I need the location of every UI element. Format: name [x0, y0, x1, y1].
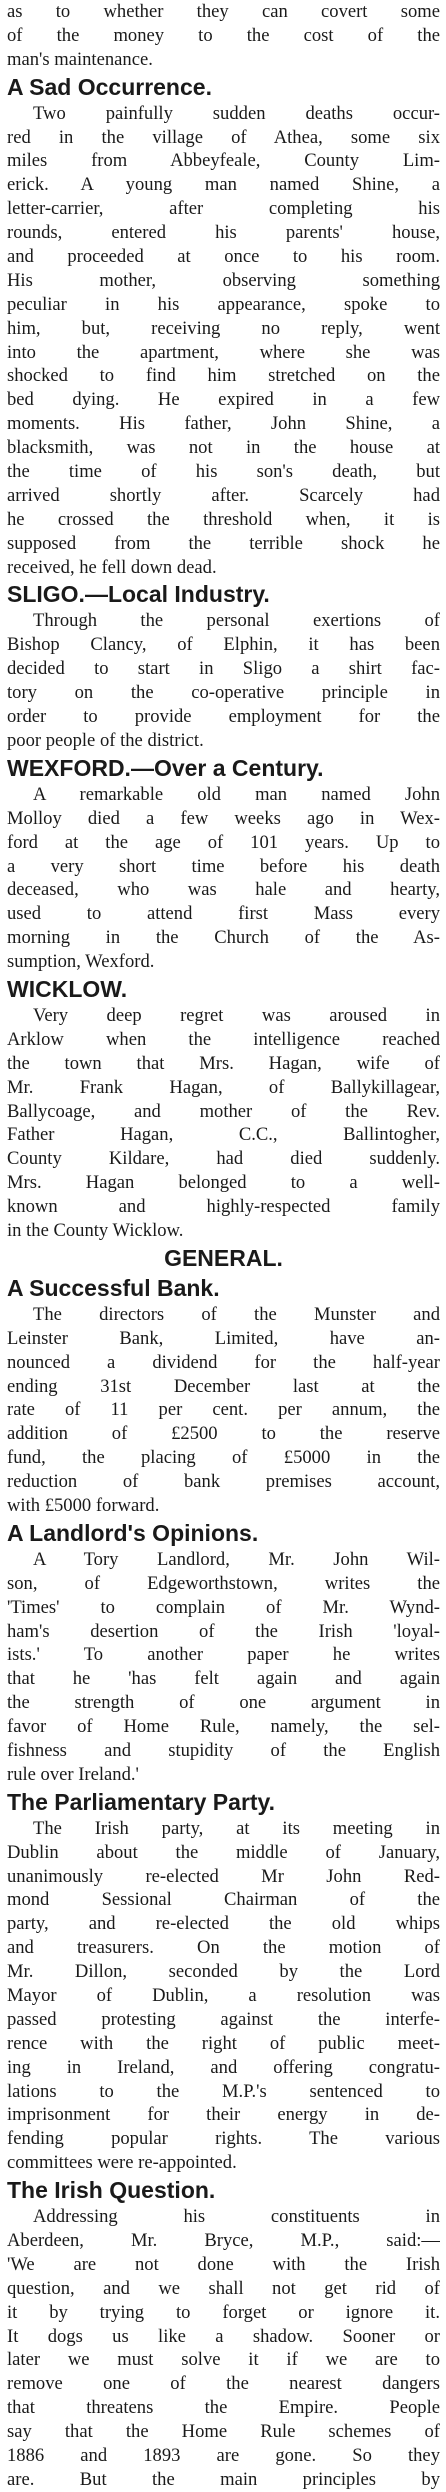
text-line: passed protesting against the interfe- — [7, 2008, 440, 2030]
text-line: Ballycoage, and mother of the Rev. — [7, 1100, 440, 1122]
text-line: supposed from the terrible shock he — [7, 532, 440, 554]
text-line: Leinster Bank, Limited, have an- — [7, 1327, 440, 1349]
text-line: committees were re-appointed. — [7, 2152, 237, 2174]
text-line: and treasurers. On the motion of — [7, 1937, 440, 1959]
text-line: ists.' To another paper he writes — [7, 1644, 440, 1666]
text-line: ing in Ireland, and offering congratu- — [7, 2056, 440, 2078]
article-heading: The Irish Question. — [7, 2177, 216, 2204]
text-line: Two painfully sudden deaths occur- — [33, 102, 440, 124]
article-paragraph — [7, 1004, 440, 1243]
text-line: it by trying to forget or ignore it. — [7, 2301, 440, 2323]
text-line: known and highly-respected family — [7, 1196, 440, 1218]
text-line: later we must solve it if we are to — [7, 2349, 440, 2371]
text-line: him, but, receiving no reply, went — [7, 317, 440, 339]
text-line: rate of 11 per cent. per annum, the — [7, 1399, 440, 1421]
article-paragraph — [7, 2205, 440, 2492]
text-line: A remarkable old man named John — [33, 783, 440, 805]
article-paragraph — [7, 102, 440, 580]
text-line: the time of his son's death, but — [7, 461, 440, 483]
text-line: Aberdeen, Mr. Bryce, M.P., said:— — [7, 2230, 440, 2252]
article-paragraph — [7, 0, 440, 72]
text-line: red in the village of Athea, some six — [7, 126, 440, 148]
text-line: party, and re-elected the old whips — [7, 1913, 440, 1935]
text-line: man's maintenance. — [7, 48, 153, 70]
text-line: and proceeded at once to his room. — [7, 246, 440, 268]
text-line: as to whether they can covert some — [7, 1, 440, 22]
text-line: in the County Wicklow. — [7, 1219, 184, 1241]
text-line: reduction of bank premises account, — [7, 1471, 440, 1493]
text-line: that he 'has felt again and again — [7, 1668, 440, 1690]
text-line: poor people of the district. — [7, 729, 204, 751]
article-paragraph — [7, 1817, 440, 2175]
text-line: arrived shortly after. Scarcely had — [7, 484, 440, 506]
article-heading: The Parliamentary Party. — [7, 1788, 276, 1815]
text-line: a very short time before his death — [7, 855, 440, 877]
text-line: fishness and stupidity of the English — [7, 1740, 440, 1761]
text-line: are. But the main principles by — [7, 2468, 440, 2490]
text-line: Through the personal exertions of — [33, 610, 440, 632]
text-line: County Kildare, had died suddenly. — [7, 1148, 440, 1170]
text-line: the strength of one argument in — [7, 1692, 440, 1714]
text-line: question, and we shall not get rid of — [7, 2277, 440, 2299]
text-line: 'Times' to complain of Mr. Wynd- — [7, 1596, 440, 1618]
text-line: Mr. Frank Hagan, of Ballykillagear, — [7, 1076, 440, 1098]
text-line: with £5000 forward. — [7, 1494, 160, 1516]
article-paragraph — [7, 609, 440, 752]
text-line: tory on the co-operative principle in — [7, 682, 440, 704]
text-line: Dublin about the middle of January, — [7, 1841, 440, 1863]
text-line: addition of £2500 to the reserve — [7, 1423, 440, 1445]
text-line: mond Sessional Chairman of the — [7, 1889, 440, 1911]
text-line: Mrs. Hagan belonged to a well- — [7, 1172, 440, 1194]
text-line: unanimously re-elected Mr John Red- — [7, 1865, 440, 1887]
text-line: fending popular rights. The various — [7, 2128, 440, 2150]
text-line: of the money to the cost of the — [7, 24, 440, 46]
article-heading: A Successful Bank. — [7, 1274, 220, 1301]
text-line: bed dying. He expired in a few — [7, 389, 440, 411]
text-line: into the apartment, where she was — [7, 341, 440, 363]
text-line: used to attend first Mass every — [7, 903, 440, 925]
article-paragraph — [7, 1548, 440, 1787]
text-line: Mayor of Dublin, a resolution was — [7, 1985, 440, 2007]
text-line: peculiar in his appearance, spoke to — [7, 293, 440, 315]
text-line: ford at the age of 101 years. Up to — [7, 831, 440, 853]
text-line: A Tory Landlord, Mr. John Wil- — [33, 1548, 440, 1570]
text-line: Molloy died a few weeks ago in Wex- — [7, 807, 440, 829]
text-line: Mr. Dillon, seconded by the Lord — [7, 1961, 440, 1983]
text-line: received, he fell down dead. — [7, 556, 217, 578]
text-line: The directors of the Munster and — [33, 1303, 440, 1325]
text-line: the town that Mrs. Hagan, wife of — [7, 1052, 440, 1074]
text-line: Arklow when the intelligence reached — [7, 1028, 440, 1050]
text-line: imprisonment for their energy in de- — [7, 2104, 440, 2126]
text-line: nounced a dividend for the half-year — [7, 1351, 440, 1373]
article-heading: WICKLOW. — [7, 975, 128, 1002]
text-line: miles from Abbeyfeale, County Lim- — [7, 150, 440, 172]
text-line: His mother, observing something — [7, 269, 440, 291]
text-line: Father Hagan, C.C., Ballintogher, — [7, 1124, 440, 1146]
text-line: rence with the right of public meet- — [7, 2032, 440, 2054]
text-line: ending 31st December last at the — [7, 1375, 440, 1397]
text-line: morning in the Church of the As- — [7, 927, 440, 949]
text-line: shocked to find him stretched on the — [7, 365, 440, 387]
text-line: son, of Edgeworthstown, writes the — [7, 1572, 440, 1594]
text-line: deceased, who was hale and hearty, — [7, 879, 440, 901]
article-paragraph — [7, 783, 440, 974]
text-line: remove one of the nearest dangers — [7, 2373, 440, 2395]
text-line: Very deep regret was aroused in — [33, 1004, 440, 1026]
text-line: erick. A young man named Shine, a — [7, 174, 440, 196]
text-line: Addressing his constituents in — [33, 2206, 440, 2228]
text-line: fund, the placing of £5000 in the — [7, 1447, 440, 1469]
text-line: ham's desertion of the Irish 'loyal- — [7, 1620, 440, 1642]
text-line: rule over Ireland.' — [7, 1763, 139, 1785]
text-line: that threatens the Empire. People — [7, 2397, 440, 2419]
text-line: It dogs us like a shadow. Sooner or — [7, 2325, 440, 2347]
article-heading: WEXFORD.—Over a Century. — [7, 754, 324, 781]
text-line: 1886 and 1893 are gone. So they — [7, 2445, 440, 2467]
text-line: letter-carrier, after completing his — [7, 198, 440, 220]
text-line: say that the Home Rule schemes of — [7, 2421, 440, 2443]
text-line: order to provide employment for the — [7, 706, 440, 728]
article-paragraph — [7, 1303, 440, 1518]
text-line: 'We are not done with the Irish — [7, 2253, 440, 2275]
text-line: moments. His father, John Shine, a — [7, 413, 440, 435]
text-line: favor of Home Rule, namely, the sel- — [7, 1716, 440, 1738]
text-line: rounds, entered his parents' house, — [7, 222, 440, 244]
article-heading: SLIGO.—Local Industry. — [7, 581, 270, 608]
text-line: decided to start in Sligo a shirt fac- — [7, 658, 440, 680]
text-line: he crossed the threshold when, it is — [7, 508, 440, 530]
article-heading: A Sad Occurrence. — [7, 73, 212, 100]
text-line: blacksmith, was not in the house at — [7, 437, 440, 459]
section-heading: GENERAL. — [164, 1244, 283, 1271]
text-line: The Irish party, at its meeting in — [33, 1817, 440, 1839]
text-line: lations to the M.P.'s sentenced to — [7, 2080, 440, 2102]
text-line: sumption, Wexford. — [7, 951, 155, 973]
text-line: Bishop Clancy, of Elphin, it has been — [7, 634, 440, 656]
article-heading: A Landlord's Opinions. — [7, 1519, 259, 1546]
